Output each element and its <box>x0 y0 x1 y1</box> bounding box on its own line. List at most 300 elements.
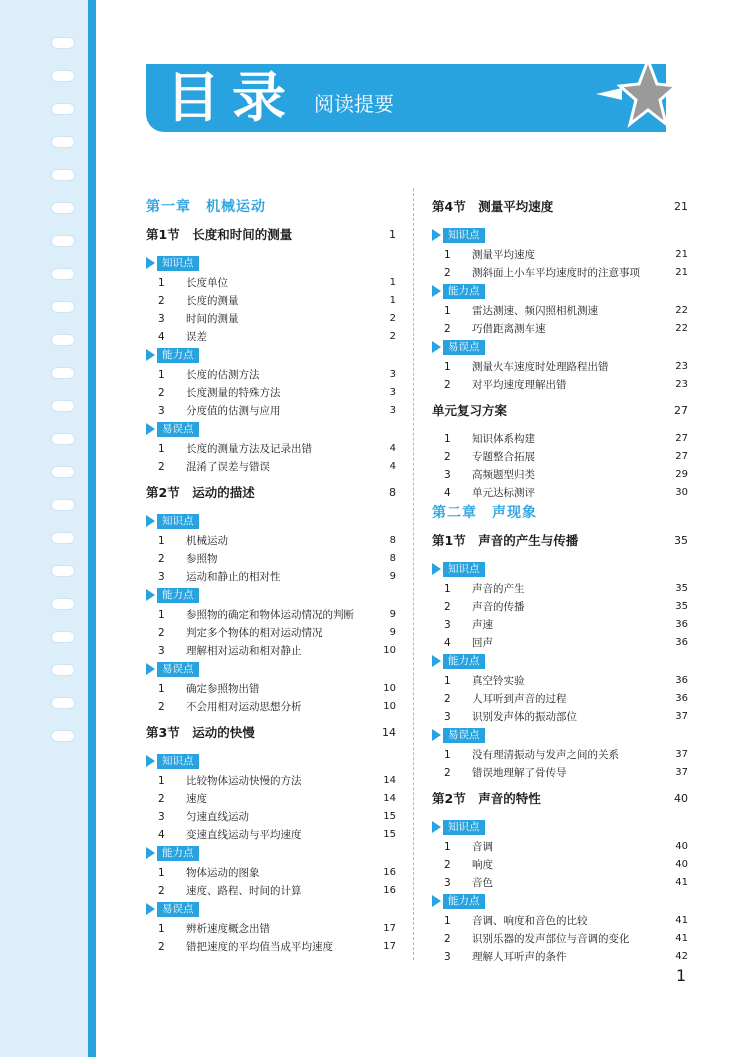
triangle-icon <box>432 655 441 667</box>
entry-page: 3 <box>389 405 396 416</box>
section-title: 第3节 运动的快慢 <box>146 725 255 740</box>
entry-page: 9 <box>389 609 396 620</box>
toc-entry[interactable] <box>432 856 688 874</box>
entry-title: 声音的产生 <box>472 583 525 595</box>
entry-page: 21 <box>675 249 688 260</box>
entry-title: 识别乐器的发声部位与音调的变化 <box>472 933 630 945</box>
entry-title: 长度的测量方法及记录出错 <box>186 443 312 455</box>
entry-number: 3 <box>444 469 451 481</box>
triangle-icon <box>146 847 155 859</box>
triangle-icon <box>146 257 155 269</box>
entry-number: 1 <box>158 867 165 879</box>
entry-page: 41 <box>675 933 688 944</box>
triangle-icon <box>432 563 441 575</box>
toc-entry[interactable] <box>432 466 688 484</box>
entry-page: 10 <box>383 645 396 656</box>
triangle-icon <box>146 755 155 767</box>
toc-entry[interactable] <box>146 402 396 420</box>
entry-page: 36 <box>675 693 688 704</box>
entry-title: 长度的测量 <box>186 295 239 307</box>
entry-number: 3 <box>158 645 165 657</box>
entry-number: 2 <box>444 379 451 391</box>
entry-title: 测量火车速度时处理路程出错 <box>472 361 609 373</box>
binder-ring <box>52 170 74 180</box>
section-page: 1 <box>389 228 396 241</box>
entry-title: 参照物 <box>186 553 218 565</box>
entry-number: 1 <box>444 249 451 261</box>
section-heading[interactable] <box>146 722 396 744</box>
entry-title: 错把速度的平均值当成平均速度 <box>186 941 333 953</box>
entry-number: 3 <box>158 811 165 823</box>
toc-entry[interactable] <box>146 624 396 642</box>
category-tag <box>432 892 688 910</box>
toc-entry[interactable] <box>146 532 396 550</box>
toc-entry[interactable] <box>146 440 396 458</box>
entry-page: 16 <box>383 885 396 896</box>
entry-number: 3 <box>158 571 165 583</box>
toc-entry[interactable] <box>432 430 688 448</box>
category-tag <box>146 844 396 862</box>
entry-page: 42 <box>675 951 688 962</box>
entry-number: 2 <box>158 885 165 897</box>
toc-entry[interactable] <box>146 328 396 346</box>
triangle-icon <box>432 285 441 297</box>
category-label: 易误点 <box>443 728 485 743</box>
page-number: 1 <box>676 966 687 985</box>
toc-entry[interactable] <box>146 790 396 808</box>
binder-ring <box>52 698 74 708</box>
entry-title: 辨析速度概念出错 <box>186 923 270 935</box>
page-subtitle: 阅读提要 <box>314 92 394 116</box>
entry-number: 4 <box>158 331 165 343</box>
entry-number: 2 <box>444 933 451 945</box>
toc-entry[interactable] <box>432 874 688 892</box>
entry-page: 27 <box>675 433 688 444</box>
entry-number: 4 <box>158 829 165 841</box>
toc-entry[interactable] <box>146 826 396 844</box>
entry-title: 速度、路程、时间的计算 <box>186 885 302 897</box>
binder-ring <box>52 434 74 444</box>
entry-title: 理解人耳听声的条件 <box>472 951 567 963</box>
entry-number: 2 <box>158 941 165 953</box>
entry-page: 37 <box>675 711 688 722</box>
toc-entry[interactable] <box>432 948 688 966</box>
section-title: 第4节 测量平均速度 <box>432 199 554 214</box>
entry-number: 1 <box>158 775 165 787</box>
category-tag <box>432 652 688 670</box>
entry-title: 参照物的确定和物体运动情况的判断 <box>186 609 354 621</box>
binder-ring <box>52 368 74 378</box>
binder-ring <box>52 335 74 345</box>
category-label: 知识点 <box>157 514 199 529</box>
category-tag <box>146 586 396 604</box>
entry-page: 1 <box>389 295 396 306</box>
category-label: 知识点 <box>157 256 199 271</box>
binder-ring <box>52 203 74 213</box>
entry-number: 2 <box>158 461 165 473</box>
toc-entry[interactable] <box>432 764 688 782</box>
category-label: 易误点 <box>157 422 199 437</box>
binder-ring <box>52 500 74 510</box>
entry-title: 比较物体运动快慢的方法 <box>186 775 302 787</box>
entry-title: 长度的估测方法 <box>186 369 260 381</box>
category-label: 易误点 <box>157 662 199 677</box>
entry-number: 3 <box>444 711 451 723</box>
binder-ring <box>52 566 74 576</box>
entry-title: 专题整合拓展 <box>472 451 535 463</box>
entry-title: 没有理清振动与发声之间的关系 <box>472 749 619 761</box>
entry-title: 测量平均速度 <box>472 249 535 261</box>
entry-title: 人耳听到声音的过程 <box>472 693 567 705</box>
entry-title: 物体运动的图象 <box>186 867 260 879</box>
triangle-icon <box>432 821 441 833</box>
entry-page: 10 <box>383 701 396 712</box>
toc-entry[interactable] <box>432 746 688 764</box>
entry-title: 高频题型归类 <box>472 469 535 481</box>
category-label: 能力点 <box>157 588 199 603</box>
entry-title: 不会用相对运动思想分析 <box>186 701 302 713</box>
entry-page: 36 <box>675 675 688 686</box>
category-tag <box>432 338 688 356</box>
toc-entry[interactable] <box>146 680 396 698</box>
entry-title: 巧借距离测车速 <box>472 323 546 335</box>
toc-entry[interactable] <box>432 358 688 376</box>
toc-entry[interactable] <box>432 484 688 502</box>
entry-page: 23 <box>675 379 688 390</box>
category-label: 能力点 <box>443 654 485 669</box>
entry-title: 误差 <box>186 331 207 343</box>
chapter-heading[interactable]: 第二章 声现象 <box>432 505 537 521</box>
section-heading[interactable] <box>432 530 688 552</box>
toc-entry[interactable] <box>146 310 396 328</box>
triangle-icon <box>432 895 441 907</box>
triangle-icon <box>432 341 441 353</box>
entry-page: 2 <box>389 331 396 342</box>
section-page: 27 <box>674 404 688 417</box>
category-label: 能力点 <box>157 846 199 861</box>
toc-entry[interactable] <box>432 598 688 616</box>
entry-number: 2 <box>444 767 451 779</box>
entry-page: 15 <box>383 811 396 822</box>
triangle-icon <box>146 349 155 361</box>
triangle-icon <box>146 903 155 915</box>
entry-title: 响度 <box>472 859 493 871</box>
toc-entry[interactable] <box>146 366 396 384</box>
entry-page: 8 <box>389 553 396 564</box>
binder-ring <box>52 38 74 48</box>
category-tag <box>432 282 688 300</box>
toc-entry[interactable] <box>146 458 396 476</box>
entry-title: 雷达测速、频闪照相机测速 <box>472 305 598 317</box>
entry-page: 17 <box>383 923 396 934</box>
entry-page: 36 <box>675 619 688 630</box>
toc-entry[interactable] <box>146 550 396 568</box>
entry-number: 3 <box>444 877 451 889</box>
section-heading[interactable] <box>432 788 688 810</box>
toc-entry[interactable] <box>432 690 688 708</box>
category-tag <box>146 512 396 530</box>
toc-entry[interactable] <box>146 274 396 292</box>
category-label: 能力点 <box>443 284 485 299</box>
triangle-icon <box>146 423 155 435</box>
category-tag <box>146 752 396 770</box>
entry-page: 30 <box>675 487 688 498</box>
binder-ring <box>52 104 74 114</box>
category-tag <box>146 346 396 364</box>
toc-entry[interactable] <box>146 772 396 790</box>
category-label: 能力点 <box>443 894 485 909</box>
notebook-spine <box>0 0 96 1057</box>
category-tag <box>432 818 688 836</box>
toc-entry[interactable] <box>146 698 396 716</box>
binder-ring <box>52 71 74 81</box>
entry-title: 分度值的估测与应用 <box>186 405 281 417</box>
entry-page: 41 <box>675 915 688 926</box>
binder-ring <box>52 137 74 147</box>
category-label: 易误点 <box>443 340 485 355</box>
entry-number: 2 <box>444 693 451 705</box>
category-label: 知识点 <box>443 228 485 243</box>
entry-title: 匀速直线运动 <box>186 811 249 823</box>
section-page: 14 <box>382 726 396 739</box>
toc-entry[interactable] <box>432 302 688 320</box>
entry-page: 9 <box>389 571 396 582</box>
entry-number: 2 <box>444 601 451 613</box>
binder-ring <box>52 401 74 411</box>
entry-number: 1 <box>158 609 165 621</box>
category-label: 易误点 <box>157 902 199 917</box>
entry-title: 对平均速度理解出错 <box>472 379 567 391</box>
entry-number: 2 <box>444 267 451 279</box>
entry-page: 27 <box>675 451 688 462</box>
entry-title: 确定参照物出错 <box>186 683 260 695</box>
entry-page: 22 <box>675 323 688 334</box>
entry-page: 1 <box>389 277 396 288</box>
entry-page: 40 <box>675 859 688 870</box>
entry-number: 3 <box>158 405 165 417</box>
toc-entry[interactable] <box>432 580 688 598</box>
entry-number: 3 <box>444 619 451 631</box>
toc-entry[interactable] <box>146 568 396 586</box>
entry-number: 1 <box>444 675 451 687</box>
entry-number: 1 <box>444 433 451 445</box>
toc-right-column <box>432 196 688 966</box>
section-heading[interactable] <box>146 482 396 504</box>
entry-title: 单元达标测评 <box>472 487 535 499</box>
entry-number: 1 <box>158 443 165 455</box>
entry-title: 机械运动 <box>186 535 228 547</box>
entry-page: 14 <box>383 793 396 804</box>
entry-title: 长度测量的特殊方法 <box>186 387 281 399</box>
entry-title: 测斜面上小车平均速度时的注意事项 <box>472 267 640 279</box>
section-heading[interactable] <box>432 400 688 422</box>
entry-page: 41 <box>675 877 688 888</box>
toc-entry[interactable] <box>432 634 688 652</box>
section-title: 第1节 声音的产生与传播 <box>432 533 579 548</box>
category-label: 知识点 <box>443 820 485 835</box>
entry-number: 1 <box>444 305 451 317</box>
section-heading[interactable] <box>432 196 688 218</box>
toc-entry[interactable] <box>432 448 688 466</box>
entry-page: 8 <box>389 535 396 546</box>
toc-entry[interactable] <box>432 708 688 726</box>
entry-title: 时间的测量 <box>186 313 239 325</box>
toc-entry[interactable] <box>432 246 688 264</box>
title-banner <box>146 64 666 132</box>
section-page: 8 <box>389 486 396 499</box>
toc-entry[interactable] <box>432 616 688 634</box>
entry-title: 判定多个物体的相对运动情况 <box>186 627 323 639</box>
binder-ring <box>52 599 74 609</box>
toc-entry[interactable] <box>432 672 688 690</box>
entry-number: 2 <box>158 793 165 805</box>
section-page: 21 <box>674 200 688 213</box>
toc-entry[interactable] <box>432 376 688 394</box>
entry-page: 22 <box>675 305 688 316</box>
toc-entry[interactable] <box>146 292 396 310</box>
entry-title: 真空铃实验 <box>472 675 525 687</box>
entry-number: 1 <box>444 841 451 853</box>
toc-entry[interactable] <box>146 920 396 938</box>
category-label: 知识点 <box>157 754 199 769</box>
toc-entry[interactable] <box>432 264 688 282</box>
entry-page: 23 <box>675 361 688 372</box>
entry-page: 3 <box>389 369 396 380</box>
category-tag <box>432 726 688 744</box>
entry-page: 9 <box>389 627 396 638</box>
entry-number: 1 <box>444 915 451 927</box>
star-icon <box>596 54 676 134</box>
entry-number: 2 <box>158 553 165 565</box>
category-tag <box>146 660 396 678</box>
entry-title: 音调、响度和音色的比较 <box>472 915 588 927</box>
entry-page: 17 <box>383 941 396 952</box>
entry-page: 10 <box>383 683 396 694</box>
toc-entry[interactable] <box>432 838 688 856</box>
entry-number: 1 <box>158 277 165 289</box>
toc-entry[interactable] <box>146 642 396 660</box>
entry-title: 运动和静止的相对性 <box>186 571 281 583</box>
toc-entry[interactable] <box>146 606 396 624</box>
entry-number: 1 <box>444 749 451 761</box>
section-title: 第2节 声音的特性 <box>432 791 541 806</box>
entry-page: 37 <box>675 767 688 778</box>
binder-ring <box>52 731 74 741</box>
entry-number: 2 <box>158 295 165 307</box>
entry-title: 声速 <box>472 619 493 631</box>
entry-title: 回声 <box>472 637 493 649</box>
entry-title: 音色 <box>472 877 493 889</box>
category-tag <box>146 420 396 438</box>
section-title: 第1节 长度和时间的测量 <box>146 227 293 242</box>
entry-number: 2 <box>158 701 165 713</box>
category-tag <box>432 560 688 578</box>
entry-number: 1 <box>158 923 165 935</box>
section-heading[interactable] <box>146 224 396 246</box>
toc-entry[interactable] <box>432 912 688 930</box>
chapter-heading[interactable]: 第一章 机械运动 <box>146 199 266 215</box>
entry-title: 长度单位 <box>186 277 228 289</box>
entry-page: 4 <box>389 443 396 454</box>
binder-ring <box>52 302 74 312</box>
entry-number: 2 <box>158 627 165 639</box>
binder-ring <box>52 533 74 543</box>
section-title: 第2节 运动的描述 <box>146 485 255 500</box>
toc-entry[interactable] <box>146 864 396 882</box>
entry-title: 错误地理解了骨传导 <box>472 767 567 779</box>
category-tag <box>146 254 396 272</box>
entry-number: 2 <box>444 451 451 463</box>
entry-page: 3 <box>389 387 396 398</box>
section-page: 40 <box>674 792 688 805</box>
entry-number: 3 <box>444 951 451 963</box>
entry-title: 变速直线运动与平均速度 <box>186 829 302 841</box>
toc-entry[interactable] <box>432 930 688 948</box>
binder-ring <box>52 632 74 642</box>
binder-ring <box>52 236 74 246</box>
entry-page: 37 <box>675 749 688 760</box>
entry-title: 混淆了误差与错误 <box>186 461 270 473</box>
toc-entry[interactable] <box>146 882 396 900</box>
column-divider <box>413 188 414 960</box>
entry-number: 1 <box>158 369 165 381</box>
entry-title: 速度 <box>186 793 207 805</box>
toc-entry[interactable] <box>432 320 688 338</box>
category-tag <box>432 226 688 244</box>
entry-title: 音调 <box>472 841 493 853</box>
entry-title: 理解相对运动和相对静止 <box>186 645 302 657</box>
triangle-icon <box>432 729 441 741</box>
page-title: 目录 <box>166 66 298 129</box>
entry-page: 16 <box>383 867 396 878</box>
entry-number: 2 <box>158 387 165 399</box>
binder-ring <box>52 467 74 477</box>
toc-entry[interactable] <box>146 808 396 826</box>
entry-page: 40 <box>675 841 688 852</box>
entry-number: 1 <box>444 361 451 373</box>
entry-number: 3 <box>158 313 165 325</box>
entry-number: 1 <box>444 583 451 595</box>
triangle-icon <box>146 589 155 601</box>
category-tag <box>146 900 396 918</box>
entry-title: 声音的传播 <box>472 601 525 613</box>
entry-number: 2 <box>444 859 451 871</box>
binder-ring <box>52 665 74 675</box>
triangle-icon <box>146 515 155 527</box>
entry-number: 2 <box>444 323 451 335</box>
entry-title: 识别发声体的振动部位 <box>472 711 577 723</box>
entry-page: 35 <box>675 583 688 594</box>
section-page: 35 <box>674 534 688 547</box>
entry-page: 35 <box>675 601 688 612</box>
entry-page: 29 <box>675 469 688 480</box>
entry-page: 2 <box>389 313 396 324</box>
entry-number: 1 <box>158 683 165 695</box>
toc-left-column <box>146 196 396 956</box>
entry-number: 4 <box>444 637 451 649</box>
category-label: 能力点 <box>157 348 199 363</box>
entry-number: 1 <box>158 535 165 547</box>
entry-page: 36 <box>675 637 688 648</box>
entry-title: 知识体系构建 <box>472 433 535 445</box>
entry-page: 4 <box>389 461 396 472</box>
entry-number: 4 <box>444 487 451 499</box>
toc-entry[interactable] <box>146 384 396 402</box>
spine-accent-bar <box>88 0 96 1057</box>
toc-entry[interactable] <box>146 938 396 956</box>
entry-page: 21 <box>675 267 688 278</box>
triangle-icon <box>146 663 155 675</box>
